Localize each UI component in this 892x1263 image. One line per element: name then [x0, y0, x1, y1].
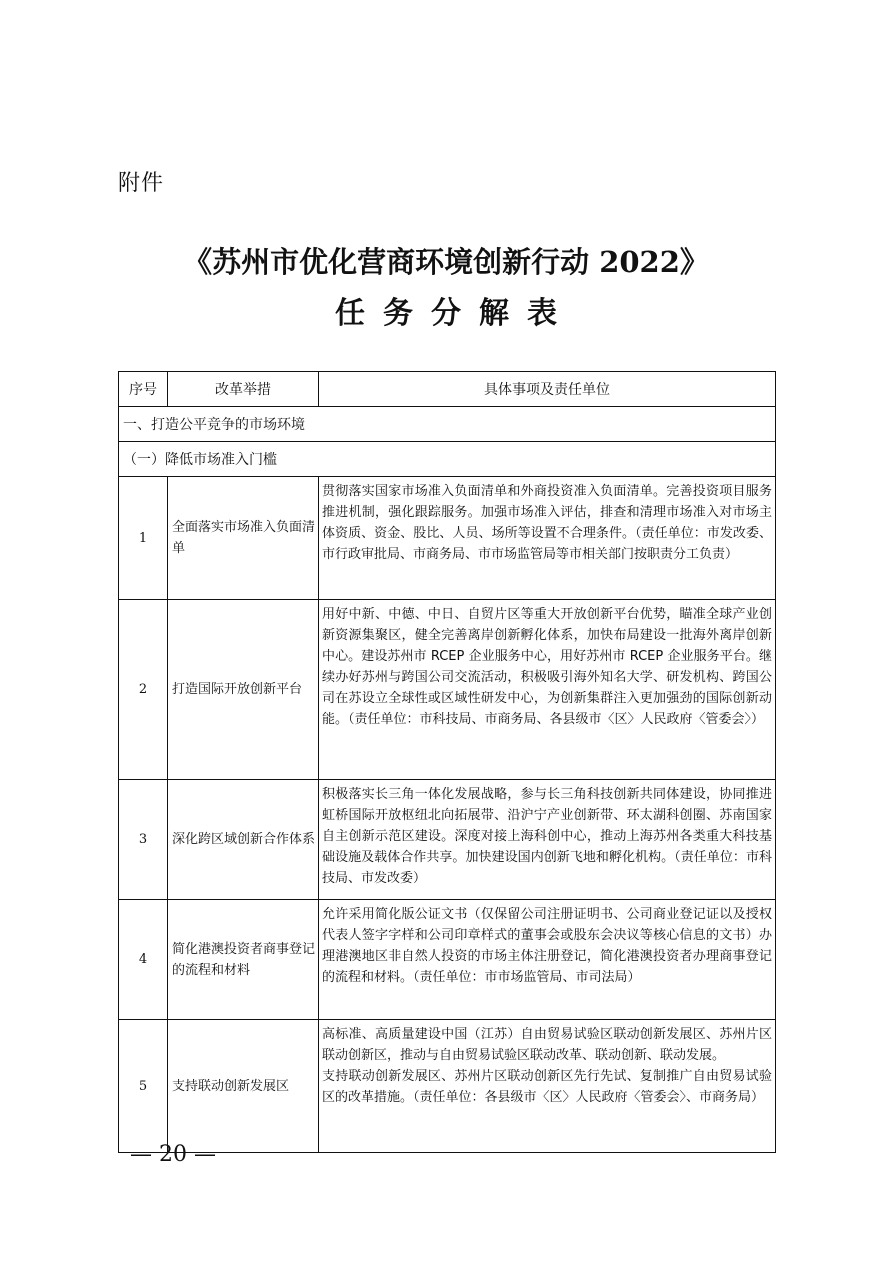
attachment-label: 附件	[118, 171, 165, 196]
row-number: 3	[119, 780, 168, 900]
table-row	[119, 1020, 776, 1153]
header-detail: 具体事项及责任单位	[319, 372, 776, 407]
table-row	[119, 477, 776, 600]
section-row	[119, 407, 776, 442]
subsection-row	[119, 442, 776, 477]
header-no: 序号	[119, 372, 168, 407]
row-number: 5	[119, 1020, 168, 1153]
header-measure: 改革举措	[168, 372, 319, 407]
row-detail-text: 积极落实长三角一体化发展战略，参与长三角科技创新共同体建设，协同推进虹桥国际开放枢纽北向拓展带、沿沪宁产业创新带、环太湖科创圈、苏南国家自主创新示范区建设。深度对接上海科创中心，推动上海苏州各类重大科技基础设施及载体合作共享。加快建设国内创新飞地和孵化机构。（责任单位：市科技局、市发改委）	[322, 787, 772, 886]
table-row	[119, 900, 776, 1020]
section-title: 一、打造公平竞争的市场环境	[119, 407, 776, 442]
table-row	[119, 600, 776, 780]
row-measure: 支持联动创新发展区	[168, 1020, 319, 1153]
row-measure: 打造国际开放创新平台	[168, 600, 319, 780]
page-number: — 20 —	[130, 1142, 216, 1167]
row-detail-text: 用好中新、中德、中日、自贸片区等重大开放创新平台优势，瞄准全球产业创新资源集聚区，健全完善离岸创新孵化体系，加快布局建设一批海外离岸创新中心。建设苏州市 RCEP 企业服务中心，用好苏州市 RCEP 企业服务平台。继续办好苏州与跨国公司交流活动，积极吸引海外知名大学、研发机构、跨国公司在苏设立全球性或区域性研发中心，为创新集群注入更加强劲的国际创新动能。（责任单位：市科技局、市商务局、各县级市〈区〉人民政府〈管委会〉）	[322, 607, 772, 727]
row-detail	[319, 1020, 776, 1153]
document-subtitle: 任务分解表	[335, 296, 575, 331]
row-detail	[319, 780, 776, 900]
row-detail	[319, 477, 776, 600]
document-title: 《苏州市优化营商环境创新行动 2022》	[183, 245, 709, 279]
row-number: 1	[119, 477, 168, 600]
table-row	[119, 780, 776, 900]
subsection-title: （一）降低市场准入门槛	[119, 442, 776, 477]
row-detail-text: 高标准、高质量建设中国（江苏）自由贸易试验区联动创新发展区、苏州片区联动创新区，推动与自由贸易试验区联动改革、联动创新、联动发展。	[322, 1027, 772, 1063]
row-detail	[319, 900, 776, 1020]
table-header-row	[119, 372, 776, 407]
row-detail-text: 允许采用简化版公证文书（仅保留公司注册证明书、公司商业登记证以及授权代表人签字字样和公司印章样式的董事会或股东会决议等核心信息的文书）办理港澳地区非自然人投资的市场主体注册登记，简化港澳投资者办理商事登记的流程和材料。（责任单位：市市场监管局、市司法局）	[322, 907, 772, 985]
row-measure: 简化港澳投资者商事登记的流程和材料	[168, 900, 319, 1020]
row-detail-text: 支持联动创新发展区、苏州片区联动创新区先行先试、复制推广自由贸易试验区的改革措施。（责任单位：各县级市〈区〉人民政府〈管委会〉、市商务局）	[322, 1069, 772, 1105]
row-number: 2	[119, 600, 168, 780]
row-measure: 全面落实市场准入负面清单	[168, 477, 319, 600]
row-detail-text: 贯彻落实国家市场准入负面清单和外商投资准入负面清单。完善投资项目服务推进机制，强化跟踪服务。加强市场准入评估，排查和清理市场准入对市场主体资质、资金、股比、人员、场所等设置不合理条件。（责任单位：市发改委、市行政审批局、市商务局、市市场监管局等市相关部门按职责分工负责）	[322, 484, 772, 562]
row-measure: 深化跨区域创新合作体系	[168, 780, 319, 900]
row-number: 4	[119, 900, 168, 1020]
row-detail	[319, 600, 776, 780]
task-table	[118, 371, 776, 1153]
